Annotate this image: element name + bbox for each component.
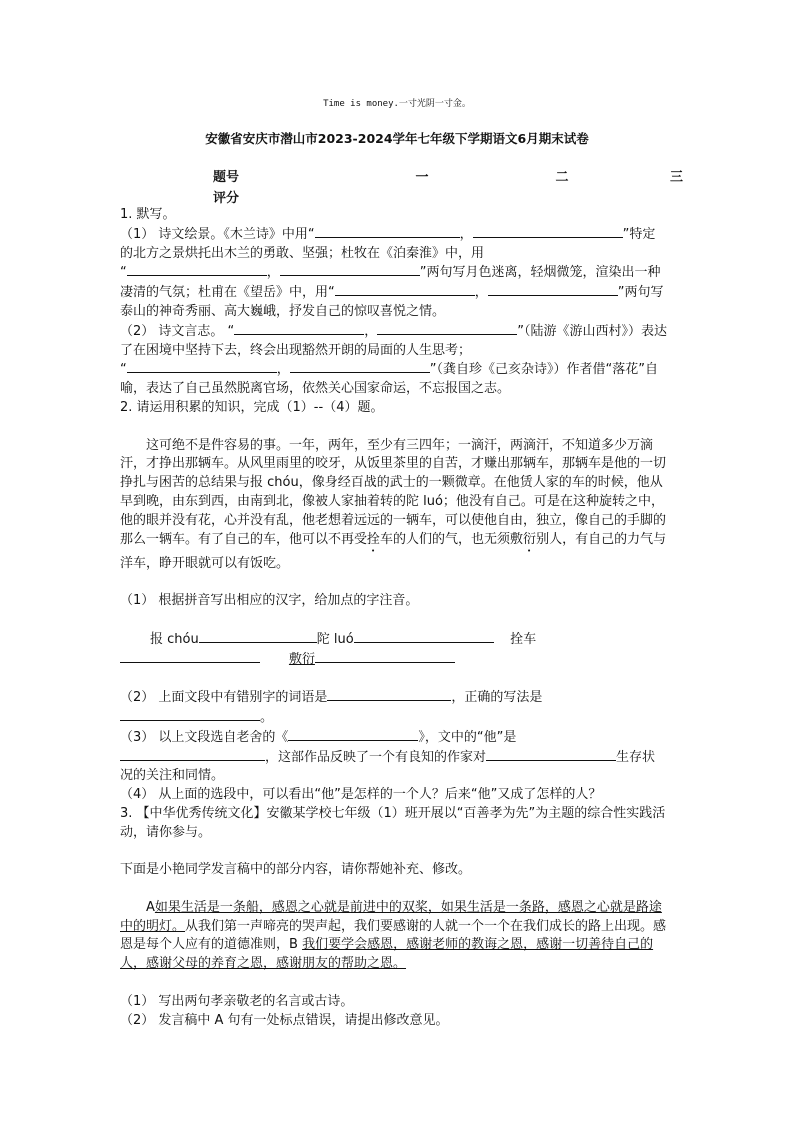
q2-sub1-item-a: 报 chóu [150, 631, 199, 647]
q1-sub1-text-b: ， [459, 226, 473, 242]
answer-blank[interactable] [288, 728, 418, 741]
q2-sub1-answers-2 [120, 650, 668, 670]
q3-speech-sentence-a: 如果生活是一条船，感恩之心就是前进中的双桨，如果生活是一条路，感恩之心就是路途中的明灯。 [120, 899, 662, 934]
score-header-1: 一 [415, 170, 429, 185]
score-table-header-row [213, 165, 683, 186]
q2-sub1-item-b: 陀 luó [316, 631, 354, 647]
answer-blank[interactable] [280, 263, 420, 276]
answer-blank[interactable] [127, 263, 267, 276]
q1-sub1-text-e: ， [266, 265, 280, 281]
q1-sub2-text-d: “ [120, 362, 127, 378]
page-title: 安徽省安庆市潜山市2023-2024学年七年级下学期语文6月期末试卷 [205, 131, 589, 146]
answer-blank[interactable] [120, 708, 260, 721]
q3-intro: 下面是小艳同学发言稿中的部分内容，请你帮她补充、修改。 [120, 862, 472, 878]
q2-passage-dotted-char-2: 衍 [523, 531, 537, 547]
answer-blank[interactable] [315, 650, 455, 663]
q3-heading: 3. 【中华优秀传统文化】安徽某学校七年级（1）班开展以“百善孝为先”为主题的综合性实践活动，请你参与。 [120, 805, 666, 840]
q2-passage-dotted-char-1: 拴 [367, 531, 381, 547]
answer-blank[interactable] [354, 630, 494, 643]
answer-blank[interactable] [473, 225, 623, 238]
score-row-label: 评分 [213, 191, 240, 206]
q1-sub2-text-f: ”（龚自珍《己亥杂诗》）作者借“落花”自喻，表达了自己虽然脱离官场，依然关心国家命运，不忘报国之志。 [120, 362, 658, 397]
q2-sub3-text-d: 生存状况的关注和同情。 [120, 749, 656, 784]
score-table-score-row [213, 186, 683, 207]
q1-sub2-text-a: （2） 诗文言志。 “ [120, 323, 235, 339]
answer-blank[interactable] [199, 630, 317, 643]
header-note: Time is money.一寸光阴一寸金。 [323, 99, 471, 109]
q2-sub3 [120, 728, 668, 786]
answer-blank[interactable] [290, 360, 430, 373]
answer-blank[interactable] [315, 225, 460, 238]
answer-blank[interactable] [335, 283, 475, 296]
q1-sub1-text-g: ， [474, 285, 488, 301]
answer-blank[interactable] [486, 748, 616, 761]
q2-sub4: （4） 从上面的选段中，可以看出“他”是怎样的一个人？后来“他”又成了怎样的人？ [120, 787, 602, 803]
q1-sub1-text-a: （1） 诗文绘景。《木兰诗》中用“ [120, 226, 315, 242]
score-header-3: 三 [669, 170, 683, 185]
q2-passage-text-2: 车的人们的气，也无须敷 [380, 531, 524, 547]
q2-sub2-text-c: 。 [260, 709, 274, 725]
q1-sub1-text-f: ”两句写月色迷离，轻烟微笼，渲染出一种凄清的气氛；杜甫在《望岳》中，用“ [120, 265, 661, 301]
answer-blank[interactable] [488, 283, 618, 296]
score-table [213, 165, 683, 207]
q3-sub2: （2） 发言稿中 A 句有一处标点错误，请提出修改意见。 [120, 1012, 449, 1028]
score-header-label: 题号 [213, 170, 240, 185]
answer-blank[interactable] [327, 688, 451, 701]
q3-sub1: （1） 写出两句孝亲敬老的名言或古诗。 [120, 993, 354, 1009]
answer-blank[interactable] [120, 748, 265, 761]
q2-sub3-text-c: ，这部作品反映了一个有良知的作家对 [265, 749, 487, 765]
answer-blank[interactable] [377, 322, 517, 335]
q3-speech-text: 从我们第一声啼亮的哭声起，我们要感谢的人就一个一个在我们成长的路上出现。感恩是每个人应有的道德准则，B [120, 918, 667, 953]
answer-blank[interactable] [120, 650, 260, 663]
q2-sub3-text-b: 》，文中的“他”是 [418, 729, 517, 745]
exam-content [120, 206, 668, 1030]
q1-sub2-text-e: ， [276, 362, 290, 378]
answer-blank[interactable] [127, 360, 277, 373]
q1-sub1-text-c: ”特定的北方之景烘托出木兰的勇敢、坚强；杜牧在《泊秦淮》中，用 [120, 226, 656, 261]
q1-heading: 1. 默写。 [120, 207, 176, 222]
q1-sub2-text-b: ， [364, 323, 378, 339]
q1-sub2 [120, 322, 668, 399]
q2-sub1-item-d: 敷衍 [288, 651, 315, 667]
q1-sub1-text-d: “ [120, 265, 127, 281]
q3-speech-label-a: A [146, 899, 155, 915]
q2-sub2 [120, 688, 668, 728]
q3-speech-sentence-b: 我们要学会感恩，感谢老师的教诲之恩，感谢一切善待自己的人，感谢父母的养育之恩，感谢朋友的帮助之恩。 [120, 937, 654, 972]
q2-sub1-item-c: 拴车 [510, 631, 537, 647]
q1-sub2-text-c: ”（陆游《游山西村》）表达了在困境中坚持下去，终会出现豁然开朗的局面的人生思考； [120, 323, 668, 358]
answer-blank[interactable] [234, 322, 364, 335]
score-header-2: 二 [555, 170, 569, 185]
q2-passage [120, 437, 668, 574]
q2-passage-text-3: 别人，有自己的力气与洋车，睁开眼就可以有饭吃。 [120, 531, 667, 571]
q2-passage-text-1: 这可绝不是件容易的事。一年，两年，至少有三四年；一滴汗，两滴汗，不知道多少万滴汗，才挣出那辆车。从风里雨里的咬牙，从饭里茶里的自苦，才赚出那辆车，那辆车是他的一切挣扎与困苦的总结果与报 chóu，像身经百战的武士的一颗微章。在他赁人家的车的时候，他从早到晚，由东到西，由南到北，像被人家抽着转的陀 luó；他没有自己。可是在这种旋转之中，他的眼并没有花，心并没有乱，他老想着远远的一辆车，可以使他自由，独立，像自己的手脚的那么一辆车。有了自己的车，他可以不再受 [120, 437, 667, 547]
q1-sub1 [120, 225, 668, 322]
q2-sub3-text-a: （3） 以上文段选自老舍的《 [120, 729, 289, 745]
q3-speech [120, 899, 668, 974]
q2-sub2-text-a: （2） 上面文段中有错别字的词语是 [120, 690, 328, 706]
q1-sub1-text-h: ”两句写泰山的神奇秀丽、高大巍峨，抒发自己的惊叹喜悦之情。 [120, 285, 664, 319]
q2-heading: 2. 请运用积累的知识，完成（1）--（4）题。 [120, 399, 384, 415]
q2-sub2-text-b: ，正确的写法是 [451, 690, 543, 706]
q2-sub1: （1） 根据拼音写出相应的汉字，给加点的字注音。 [120, 593, 419, 609]
q2-sub1-answers [120, 630, 668, 650]
